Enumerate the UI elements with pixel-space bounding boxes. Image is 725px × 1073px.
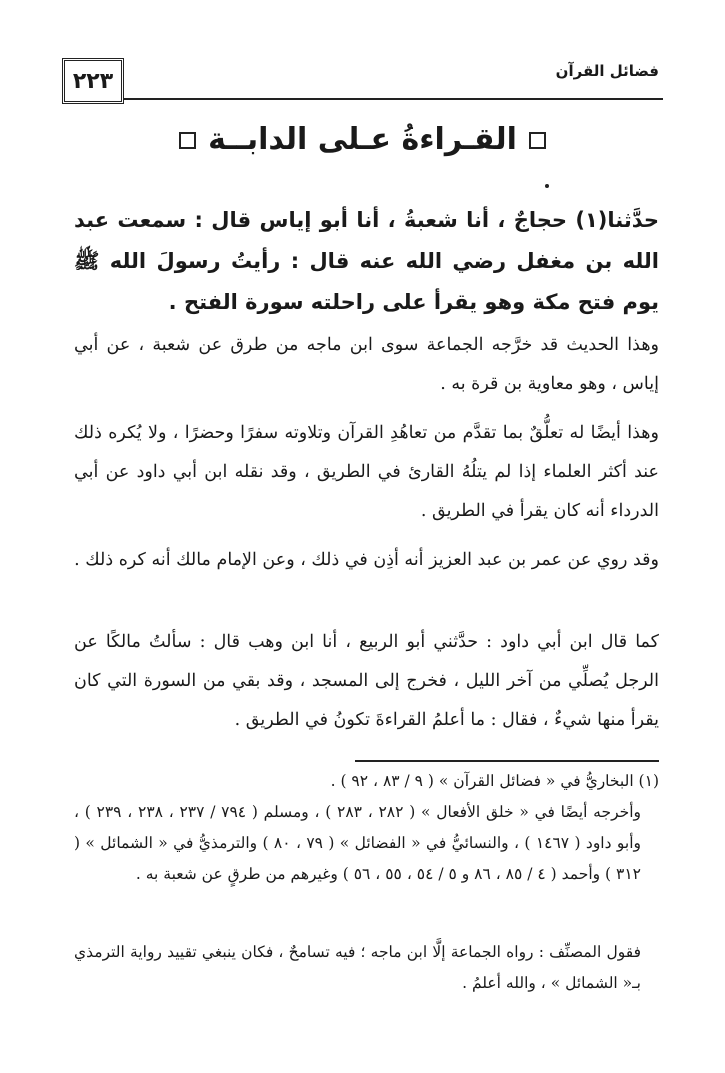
body-paragraph: كما قال ابن أبي داود : حدَّثني أبو الربيع ، أنا ابن وهب قال : سألتُ مالكًا عن الرجل يُصلِّي من آخر الليل ، فخرج إلى المسجد ، وقد بقي من السورة التي كان يقرأ منها شيءٌ ، فقال : ما أعلمُ القراءةَ تكونُ في الطريق . <box>74 632 659 730</box>
section-title <box>0 122 725 157</box>
body-paragraph: وقد روي عن عمر بن عبد العزيز أنه أذِن في ذلك ، وعن الإمام مالك أنه كره ذلك . <box>74 550 659 570</box>
body-paragraph: وهذا أيضًا له تعلُّقٌ بما تقدَّم من تعاهُدِ القرآن وتلاوته سفرًا وحضرًا ، ولا يُكره ذلك عند أكثر العلماء إذا لم يتلُهُ القارئ في الطريق ، وقد نقله ابن أبي داود عن أبي الدرداء أنه كان يقرأ في الطريق . <box>74 423 659 521</box>
header-rule <box>124 98 663 100</box>
section-title-text: القـراءةُ عـلى الدابــة <box>208 122 517 157</box>
body-paragraph: وهذا الحديث قد خرَّجه الجماعة سوى ابن ماجه من طرق عن شعبة ، عن أبي إياس ، وهو معاوية بن قرة به . <box>74 335 659 394</box>
dot-mark <box>545 184 549 188</box>
page-number: ٢٢٣ <box>72 68 114 94</box>
hadith-paragraph: حدَّثنا(١) حجاجٌ ، أنا شعبةُ ، أنا أبو إياس قال : سمعت عبد الله بن مغفل رضي الله عنه قال : رأيتُ رسولَ الله ﷺ يوم فتح مكة وهو يقرأ على راحلته سورة الفتح . <box>74 208 659 314</box>
page-number-box <box>62 58 124 104</box>
footnote-rule <box>355 760 659 762</box>
footnote-line: وأخرجه أيضًا في « خلق الأفعال » ( ٢٨٢ ، ٢٨٣ ) ، ومسلم ( ٧٩٤ / ٢٣٧ ، ٢٣٨ ، ٢٣٩ ) ، وأبو داود ( ١٤٦٧ ) ، والنسائيُّ في « الفضائل » ( ٧٩ ، ٨٠ ) والترمذيُّ في « الشمائل » ( ٣١٢ ) وأحمد ( ٤ / ٨٥ ، ٨٦ و ٥ / ٥٤ ، ٥٥ ، ٥٦ ) وغيرهم من طرقٍ عن شعبة به . <box>74 803 642 883</box>
footnote-line: فقول المصنِّف : رواه الجماعة إلَّا ابن ماجه ؛ فيه تسامحٌ ، فكان ينبغي تقييد رواية الترمذي بـ« الشمائل » ، والله أعلمُ . <box>74 943 641 992</box>
running-title: فضائل القرآن <box>555 62 659 80</box>
square-ornament-icon <box>529 132 546 149</box>
square-ornament-icon <box>179 132 196 149</box>
footnote-line: (١) البخاريُّ في « فضائل القرآن » ( ٩ / ٨٣ ، ٩٢ ) . <box>330 772 659 790</box>
